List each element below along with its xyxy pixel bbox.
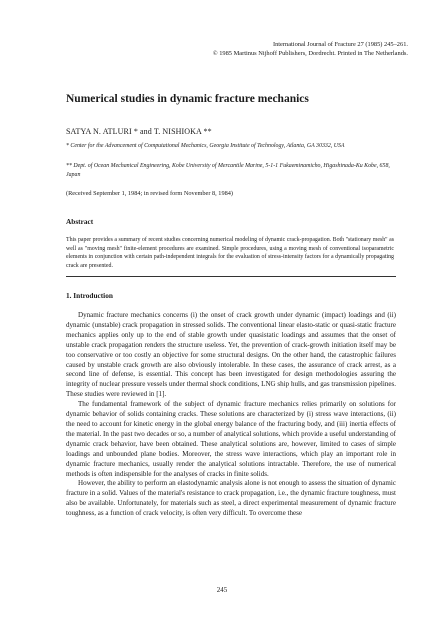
abstract-heading: Abstract <box>66 217 94 226</box>
affiliation-1: * Center for the Advancement of Computational Mechanics, Georgia Institute of Technology, Atlanta, GA 30332, USA <box>66 143 345 149</box>
section-heading: 1. Introduction <box>66 291 113 300</box>
page-number: 245 <box>216 586 228 594</box>
author-line: SATYA N. ATLURI * and T. NISHIOKA ** <box>66 127 212 136</box>
received-dates: (Received September 1, 1984; in revised form November 8, 1984) <box>66 190 233 197</box>
section-divider <box>66 276 396 277</box>
copyright-line: © 1985 Martinus Nijhoff Publishers, Dordrecht. Printed in The Netherlands. <box>212 50 408 57</box>
paper-title: Numerical studies in dynamic fracture mechanics <box>66 93 309 105</box>
abstract-text: This paper provides a summary of recent studies concerning numerical modeling of dynamic crack-propagation. Both "stationary mesh" as well as "moving mesh" finite-element procedures are examined. Simple procedures, using a moving mesh of conventional isoparametric elements in conjunction with certain path-independent integrals for the evaluation of stress-intensity factors for a dynamically propagating crack are presented. <box>66 237 394 269</box>
affiliation-2: ** Dept. of Ocean Mechanical Engineering, Kobe University of Mercantile Marine, 5-1-1 Fukaeminamicho, Higashinada-Ku Kobe, 658, Japan <box>66 163 390 178</box>
journal-citation: International Journal of Fracture 27 (1985) 245–261. <box>272 41 408 48</box>
introduction-body <box>66 311 396 519</box>
body-paragraph: However, the ability to perform an elastodynamic analysis alone is not enough to assess the situation of dynamic fracture in a solid. Values of the material's resistance to crack propagation, i.e., the dynamic fracture toughness, must also be available. Unfortunately, for materials such as steel, a direct experimental measurement of dynamic fracture toughness, as a function of crack velocity, is often very difficult. To overcome these <box>66 479 396 518</box>
body-paragraph: Dynamic fracture mechanics concerns (i) the onset of crack growth under dynamic (impact) loadings and (ii) dynamic (unstable) crack propagation in stressed solids. The conventional linear elasto-static or quasi-static fracture mechanics applies only up to the end of stable growth under quasistatic loadings and assumes that the onset of unstable crack propagation renders the structure useless. Yet, the prevention of crack-growth initiation itself may be too conservative or too costly an objective for some structural designs. On the other hand, the catastrophic failures caused by unstable crack growth are also obviously intolerable. In these cases, the assurance of crack arrest, as a second line of defense, is essential. This concept has been investigated for design methodologies assuring the integrity of nuclear pressure vessels under thermal shock conditions, LNG ship hulls, and gas transmission pipelines. These studies were reviewed in [1]. <box>66 311 396 399</box>
journal-header <box>200 40 408 58</box>
body-paragraph: The fundamental framework of the subject of dynamic fracture mechanics relies primarily on solutions for dynamic behavior of solids containing cracks. These solutions are characterized by (i) stress wave interactions, (ii) the need to account for kinetic energy in the global energy balance of the fracturing body, and (iii) inertia effects of the material. In the past two decades or so, a number of analytical solutions, which provide a useful understanding of dynamic crack behavior, have been obtained. These analytical solutions are, however, limited to cases of simple loadings and unbounded plane bodies. Moreover, the stress wave interactions, which play an important role in dynamic fracture mechanics, usually render the analytical solutions intractable. Therefore, the use of numerical methods is often indispensible for the analyses of cracks in finite solids. <box>66 400 396 478</box>
